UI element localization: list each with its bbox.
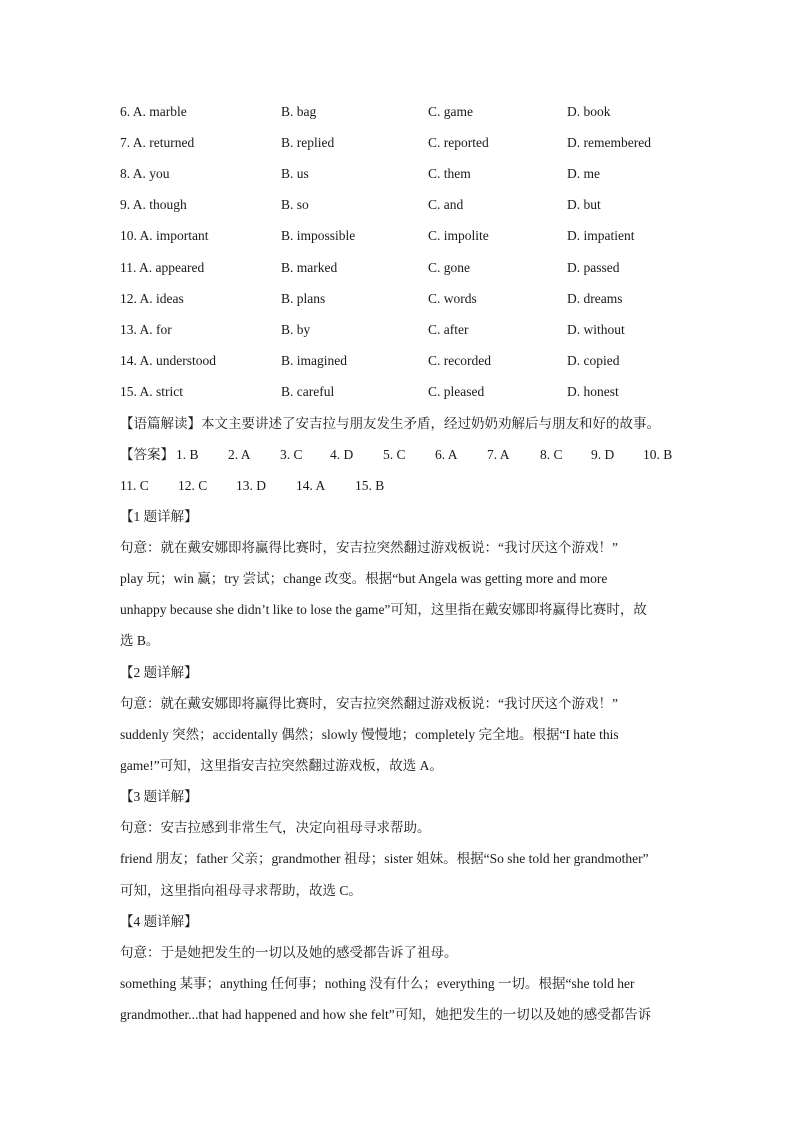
option-d: D. honest (567, 384, 619, 399)
option-b: B. replied (281, 135, 335, 150)
option-a: 11. A. appeared (120, 260, 205, 275)
option-c: C. words (428, 291, 477, 306)
answer-item: 2. A (228, 447, 251, 462)
answer-item: 13. D (236, 478, 266, 493)
answer-item: 1. B (176, 447, 199, 462)
explanation-line: unhappy because she didn’t like to lose the game”可知，这里指在戴安娜即将赢得比赛时，故 (120, 602, 647, 617)
option-a: 14. A. understood (120, 353, 216, 368)
option-d: D. me (567, 166, 600, 181)
explanation-heading: 【1 题详解】 (120, 509, 198, 524)
answer-item: 14. A (296, 478, 326, 493)
option-b: B. by (281, 322, 311, 337)
answers-label: 【答案】 (120, 447, 174, 462)
explanation-heading: 【2 题详解】 (120, 665, 198, 680)
option-c: C. game (428, 104, 473, 119)
explanation-line: friend 朋友；father 父亲；grandmother 祖母；sister 姐妹。根据“So she told her grandmother” (120, 851, 649, 866)
option-b: B. us (281, 166, 309, 181)
explanation-line: play 玩；win 赢；try 尝试；change 改变。根据“but Angela was getting more and more (120, 571, 608, 586)
option-d: D. passed (567, 260, 620, 275)
option-b: B. plans (281, 291, 326, 306)
option-b: B. imagined (281, 353, 347, 368)
option-c: C. pleased (428, 384, 485, 399)
option-c: C. gone (428, 260, 470, 275)
option-d: D. dreams (567, 291, 623, 306)
answer-item: 9. D (591, 447, 615, 462)
explanation-line: 句意：就在戴安娜即将赢得比赛时，安吉拉突然翻过游戏板说：“我讨厌这个游戏！” (120, 696, 618, 711)
option-a: 8. A. you (120, 166, 170, 181)
answer-item: 4. D (330, 447, 354, 462)
option-c: C. recorded (428, 353, 491, 368)
answer-item: 11. C (120, 478, 149, 493)
explanation-line: game!”可知，这里指安吉拉突然翻过游戏板，故选 A。 (120, 758, 443, 773)
answer-item: 12. C (178, 478, 208, 493)
option-b: B. so (281, 197, 309, 212)
answers-row (120, 476, 680, 496)
explanation-line: something 某事；anything 任何事；nothing 没有什么；everything 一切。根据“she told her (120, 976, 635, 991)
explanation-heading: 【4 题详解】 (120, 914, 198, 929)
option-c: C. and (428, 197, 464, 212)
option-c: C. them (428, 166, 471, 181)
answer-item: 7. A (487, 447, 510, 462)
explanation-line: suddenly 突然；accidentally 偶然；slowly 慢慢地；completely 完全地。根据“I hate this (120, 727, 619, 742)
option-d: D. without (567, 322, 625, 337)
option-c: C. impolite (428, 228, 489, 243)
option-a: 10. A. important (120, 228, 209, 243)
explanation-line: 选 B。 (120, 633, 160, 648)
answer-item: 8. C (540, 447, 563, 462)
option-c: C. after (428, 322, 469, 337)
answers-row (120, 445, 680, 465)
option-a: 9. A. though (120, 197, 187, 212)
option-d: D. copied (567, 353, 620, 368)
option-a: 15. A. strict (120, 384, 183, 399)
option-a: 12. A. ideas (120, 291, 184, 306)
explanation-line: 句意：安吉拉感到非常生气，决定向祖母寻求帮助。 (120, 820, 431, 835)
option-b: B. impossible (281, 228, 356, 243)
explanation-line: 句意：就在戴安娜即将赢得比赛时，安吉拉突然翻过游戏板说：“我讨厌这个游戏！” (120, 540, 618, 555)
option-d: D. but (567, 197, 601, 212)
answer-item: 15. B (355, 478, 385, 493)
passage-summary: 【语篇解读】本文主要讲述了安吉拉与朋友发生矛盾，经过奶奶劝解后与朋友和好的故事。 (120, 416, 660, 431)
explanation-line: grandmother...that had happened and how she felt”可知，她把发生的一切以及她的感受都告诉 (120, 1007, 652, 1022)
option-c: C. reported (428, 135, 489, 150)
option-a: 6. A. marble (120, 104, 187, 119)
explanation-line: 可知，这里指向祖母寻求帮助，故选 C。 (120, 883, 362, 898)
explanation-heading: 【3 题详解】 (120, 789, 198, 804)
answer-item: 5. C (383, 447, 406, 462)
explanation-line: 句意：于是她把发生的一切以及她的感受都告诉了祖母。 (120, 945, 458, 960)
answer-item: 10. B (643, 447, 673, 462)
answer-item: 3. C (280, 447, 303, 462)
option-b: B. careful (281, 384, 335, 399)
option-a: 13. A. for (120, 322, 172, 337)
option-b: B. marked (281, 260, 338, 275)
option-a: 7. A. returned (120, 135, 195, 150)
option-d: D. book (567, 104, 611, 119)
option-b: B. bag (281, 104, 317, 119)
answer-item: 6. A (435, 447, 458, 462)
option-d: D. impatient (567, 228, 635, 243)
option-d: D. remembered (567, 135, 651, 150)
